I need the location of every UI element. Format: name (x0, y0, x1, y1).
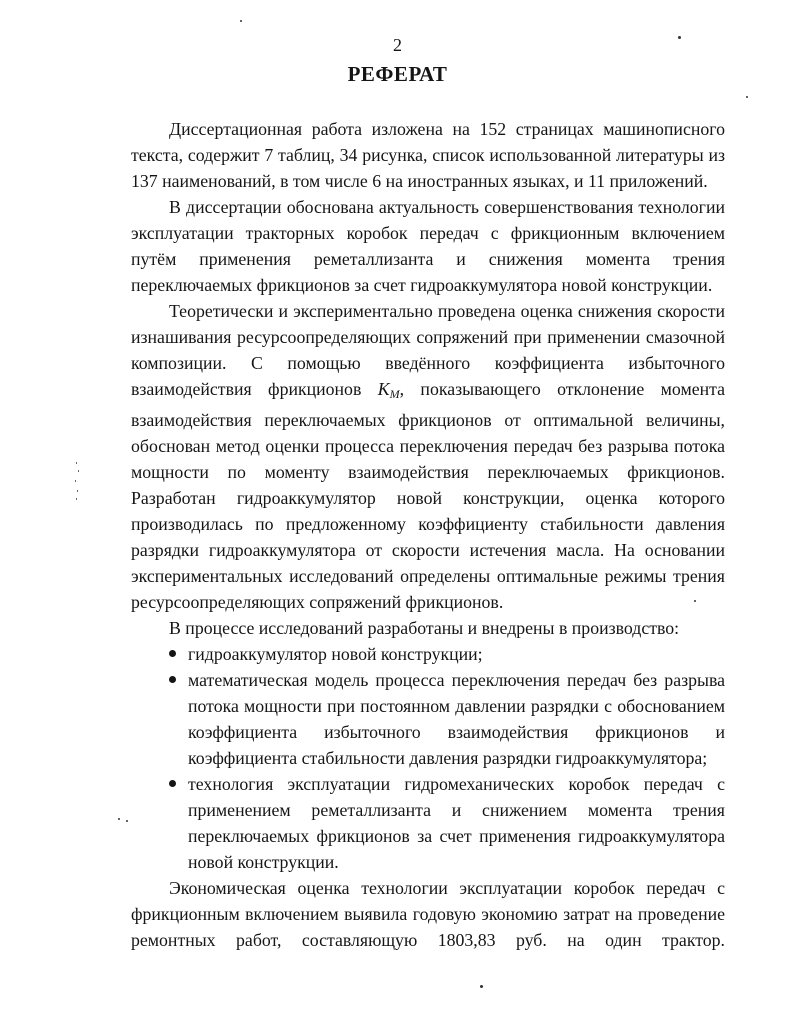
document-body (131, 116, 725, 953)
list-item-text: математическая модель процесса переключения передач без разрыва потока мощности при постоянном давлении разрядки с обоснованием коэффициента избыточного взаимодействия фрикционов и коэффициента стабильности давления разрядки гидроаккумулятора; (188, 670, 725, 768)
bullet-icon (169, 676, 176, 683)
coefficient-symbol (378, 379, 400, 399)
coefficient-letter: K (377, 379, 390, 399)
paragraph-relevance: В диссертации обоснована актуальность совершенствования технологии эксплуатации тракторных коробок передач с фрикционным включением путём применения реметаллизанта и снижения момента трения переключаемых фрикционов за счет гидроаккумулятора новой конструкции. (131, 197, 725, 295)
scan-speck (75, 480, 76, 482)
coefficient-subscript: M (389, 387, 400, 401)
list-item (131, 771, 725, 875)
paragraph-research-text-end: , показывающего отклонение момента взаимодействия переключаемых фрикционов от оптимальной величины, обоснован метод оценки процесса переключения передач без разрыва потока мощности по моменту взаимодействия переключаемых фрикционов. Разработан гидроаккумулятор новой конструкции, оценка которого производилась по предложенному коэффициенту стабильности давления разрядки гидроаккумулятора от скорости истечения масла. На основании экспериментальных исследований определены оптимальные режимы трения ресурсоопределяющих сопряжений фрикционов. (131, 379, 725, 612)
scan-speck (76, 462, 77, 464)
bullet-icon (169, 780, 176, 787)
paragraph-research-text-start: Теоретически и экспериментально проведена оценка снижения скорости изнашивания ресурсоопределяющих сопряжений при применении смазочной композиции. С помощью введённого коэффициента избыточного взаимодействия фрикционов (131, 301, 725, 399)
scan-speck (118, 818, 120, 820)
scan-speck (480, 985, 483, 988)
paragraph-research (131, 298, 725, 615)
bullet-icon (169, 650, 176, 657)
scan-speck (240, 20, 242, 22)
scan-speck (77, 490, 78, 492)
document-title: РЕФЕРАТ (347, 62, 448, 86)
paragraph-economics: Экономическая оценка технологии эксплуатации коробок передач с фрикционным включением выявила годовую экономию затрат на проведение ремонтных работ, составляющую 1803,83 руб. на один трактор. (131, 878, 725, 950)
list-intro: В процессе исследований разработаны и внедрены в производство: (169, 618, 680, 638)
paragraph-volume: Диссертационная работа изложена на 152 страницах машинописного текста, содержит 7 таблиц, 34 рисунка, список использованной литературы из 137 наименований, в том числе 6 на иностранных языках, и 11 приложений. (131, 119, 725, 191)
scan-speck (678, 36, 681, 39)
list-item-text: гидроаккумулятор новой конструкции; (188, 644, 483, 664)
list-item (131, 641, 725, 667)
page-number: 2 (393, 35, 402, 55)
scan-speck (126, 820, 128, 822)
list-item-text: технология эксплуатации гидромеханических коробок передач с применением реметаллизанта и снижением момента трения переключаемых фрикционов за счет применения гидроаккумулятора новой конструкции. (188, 774, 725, 872)
scan-speck (694, 600, 696, 602)
scan-speck (746, 96, 748, 98)
results-list (131, 641, 725, 875)
scan-speck (76, 498, 77, 500)
scan-speck (78, 470, 79, 472)
list-item (131, 667, 725, 771)
